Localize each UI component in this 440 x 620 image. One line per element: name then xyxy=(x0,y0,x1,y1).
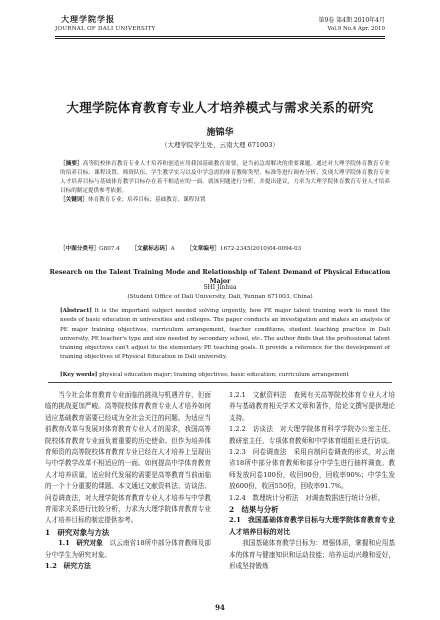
english-author: SHI Jinhua xyxy=(203,284,237,291)
method-4-label: 1.2.4 数理统计分析法 xyxy=(229,493,299,502)
abstract-text: 高等院校体育教育专业人才培养和创造应用我国基础教育需要，是当前急需解决的重要课题。通过对大理学院体育教育专业的培养目标、课程设置、师资队伍、学生教学实习以及中学急需的体育教师类型、标准等进行调查分析，发现大理学院体育教育专业人才培养目标与基础体育教学目标存在着不相适应的一面。就该问题进行分析，并提出建议，力求为大理学院体育教育专业人才培养目标的制定提供参考依据。 xyxy=(60,161,390,194)
english-keywords-text: physical education major; training objectives; basic education; curriculum arrangement xyxy=(99,372,349,378)
chinese-abstract xyxy=(60,160,390,205)
subsection-heading-1-1: 1.1 研究对象 xyxy=(58,539,103,548)
section-divider xyxy=(48,382,392,383)
abstract-label: ［摘要］ xyxy=(60,161,83,167)
journal-name-cn: 大理学院学报 xyxy=(61,14,115,24)
header-rule-thin xyxy=(55,38,385,39)
english-abstract xyxy=(60,307,390,363)
method-1-text: 查阅有关高等院校体育专业人才培养与基础教育相关学术文章和著作，给论文撰写提供理论支持。 xyxy=(229,391,396,422)
article-title: 大理学院体育教育专业人才培养模式与需求关系的研究 xyxy=(66,100,374,115)
keywords-text: 体育教育专业；培养目标；基础教育；课程设置 xyxy=(87,197,206,203)
english-affiliation: (Student Office of Dali University, Dali, Yunnan 671003, China) xyxy=(127,294,313,300)
issue-info xyxy=(225,15,385,32)
clc-value: G807.4 xyxy=(99,246,120,252)
subsection-1-1-text: 以云南省18所中部分体育教师及部分中学生为研究对象。 xyxy=(45,539,212,559)
method-1-label: 1.2.1 文献资料法 xyxy=(229,391,287,399)
english-abstract-label: [Abstract] xyxy=(60,308,92,314)
method-2-label: 1.2.2 访谈法 xyxy=(229,425,274,434)
english-keywords xyxy=(60,372,390,378)
section-heading-2: 2 结果与分析 xyxy=(229,505,279,515)
classification-line xyxy=(60,244,390,252)
english-keywords-label: [Key words] xyxy=(60,372,98,378)
method-4-text: 对调查数据进行统计分析。 xyxy=(305,493,385,502)
article-affiliation: （大理学院学生处，云南大理 671003） xyxy=(161,141,279,149)
page-number: 94 xyxy=(215,603,225,612)
body-column-right xyxy=(229,390,395,573)
article-author: 施锦华 xyxy=(206,128,234,138)
subsection-heading-2-1: 2.1 我国基础体育教学目标与大理学院体育教育专业人才培养目标的对比 xyxy=(229,516,395,536)
body-column-left xyxy=(45,390,211,573)
journal-name-en: JOURNAL OF DALI UNIVERSITY xyxy=(55,26,156,32)
method-2-text: 对大理学院体育科学学院办公室主任、教研室主任、专项体育教师和中学体育组组长进行访谈。 xyxy=(229,425,396,445)
english-abstract-text: It is the important subject needed solving urgently, how PE major talent training work to meet the needs of basic education in universities and colleges. The paper conducts an investigation and makes an analysis of PE major training objectives, curriculum arrangement, teacher conditions, student teaching practice in Dali university, PE teacher's type and size needed by secondary school, etc. The author finds that the professional talent training objectives can't adjust to the elementary PE teaching goals. It provide a reference for the development of training objectives of Physical Education in Dali university. xyxy=(60,308,391,361)
issue-info-en: Vol.9 No.4 Apr. 2010 xyxy=(327,26,385,32)
clc-label: ［中图分类号］ xyxy=(60,246,100,252)
subsection-heading-1-2: 1.2 研究方法 xyxy=(45,562,91,571)
keywords-label: ［关键词］ xyxy=(60,197,88,203)
doc-code-value: A xyxy=(170,246,175,252)
english-title: Research on the Talent Training Mode and Relationship of Talent Demand of Physical Education Major xyxy=(49,269,391,285)
section-heading-1: 1 研究对象与方法 xyxy=(45,527,110,537)
issue-info-cn: 第9卷 第4期 2010年4月 xyxy=(318,17,385,24)
doc-code-label: ［文献标志码］ xyxy=(131,246,171,252)
article-id-label: ［文章编号］ xyxy=(186,246,221,252)
header-rule xyxy=(55,36,385,37)
method-3-text: 采用自制问卷调查的形式，对云南省18所中部分体育教师和部分中学生进行抽样调查。教师发放问卷100份，收回90份，回收率90%；中学生发放600份，收回550份，回收率91.7%。 xyxy=(229,448,396,491)
journal-masthead xyxy=(55,14,235,32)
intro-paragraph: 当今社会体育教育专业面临的挑战与机遇并存，但面临的挑战更加严峻。高等院校体育教育专业人才培养如何适应基础教育需要已经成为全社会关注的问题。为适应当前教育改革与发展对体育教育专业人才的需求，我国高等院校体育教育专业面负着重要的历史使命。但作为培养体育师资的高等院校体育教育专业已经在人才培养上呈现出与中学教学改革不相适应的一面。如何提高中学体育教育人才培养质量，适应时代发展的需要是高等教育当前面临的一个十分重要的课题。本文通过文献资料法、访谈法、问卷调查法，对大理学院体育教育专业人才培养与中学教育需求关系进行比较分析，力求为大理学院体育教育专业人才培养目标的制定提供参考。 xyxy=(45,391,211,525)
method-3-label: 1.2.3 问卷调查法 xyxy=(229,448,287,457)
subsection-2-1-text: 我国基础体育教学目标为：增强体质，掌握和应用基本的体育与健康知识和运动技能；培养运动兴趣和爱好，形成坚持锻炼 xyxy=(229,539,395,571)
article-id-value: 1672-2345(2010)04-0094-03 xyxy=(220,246,302,252)
